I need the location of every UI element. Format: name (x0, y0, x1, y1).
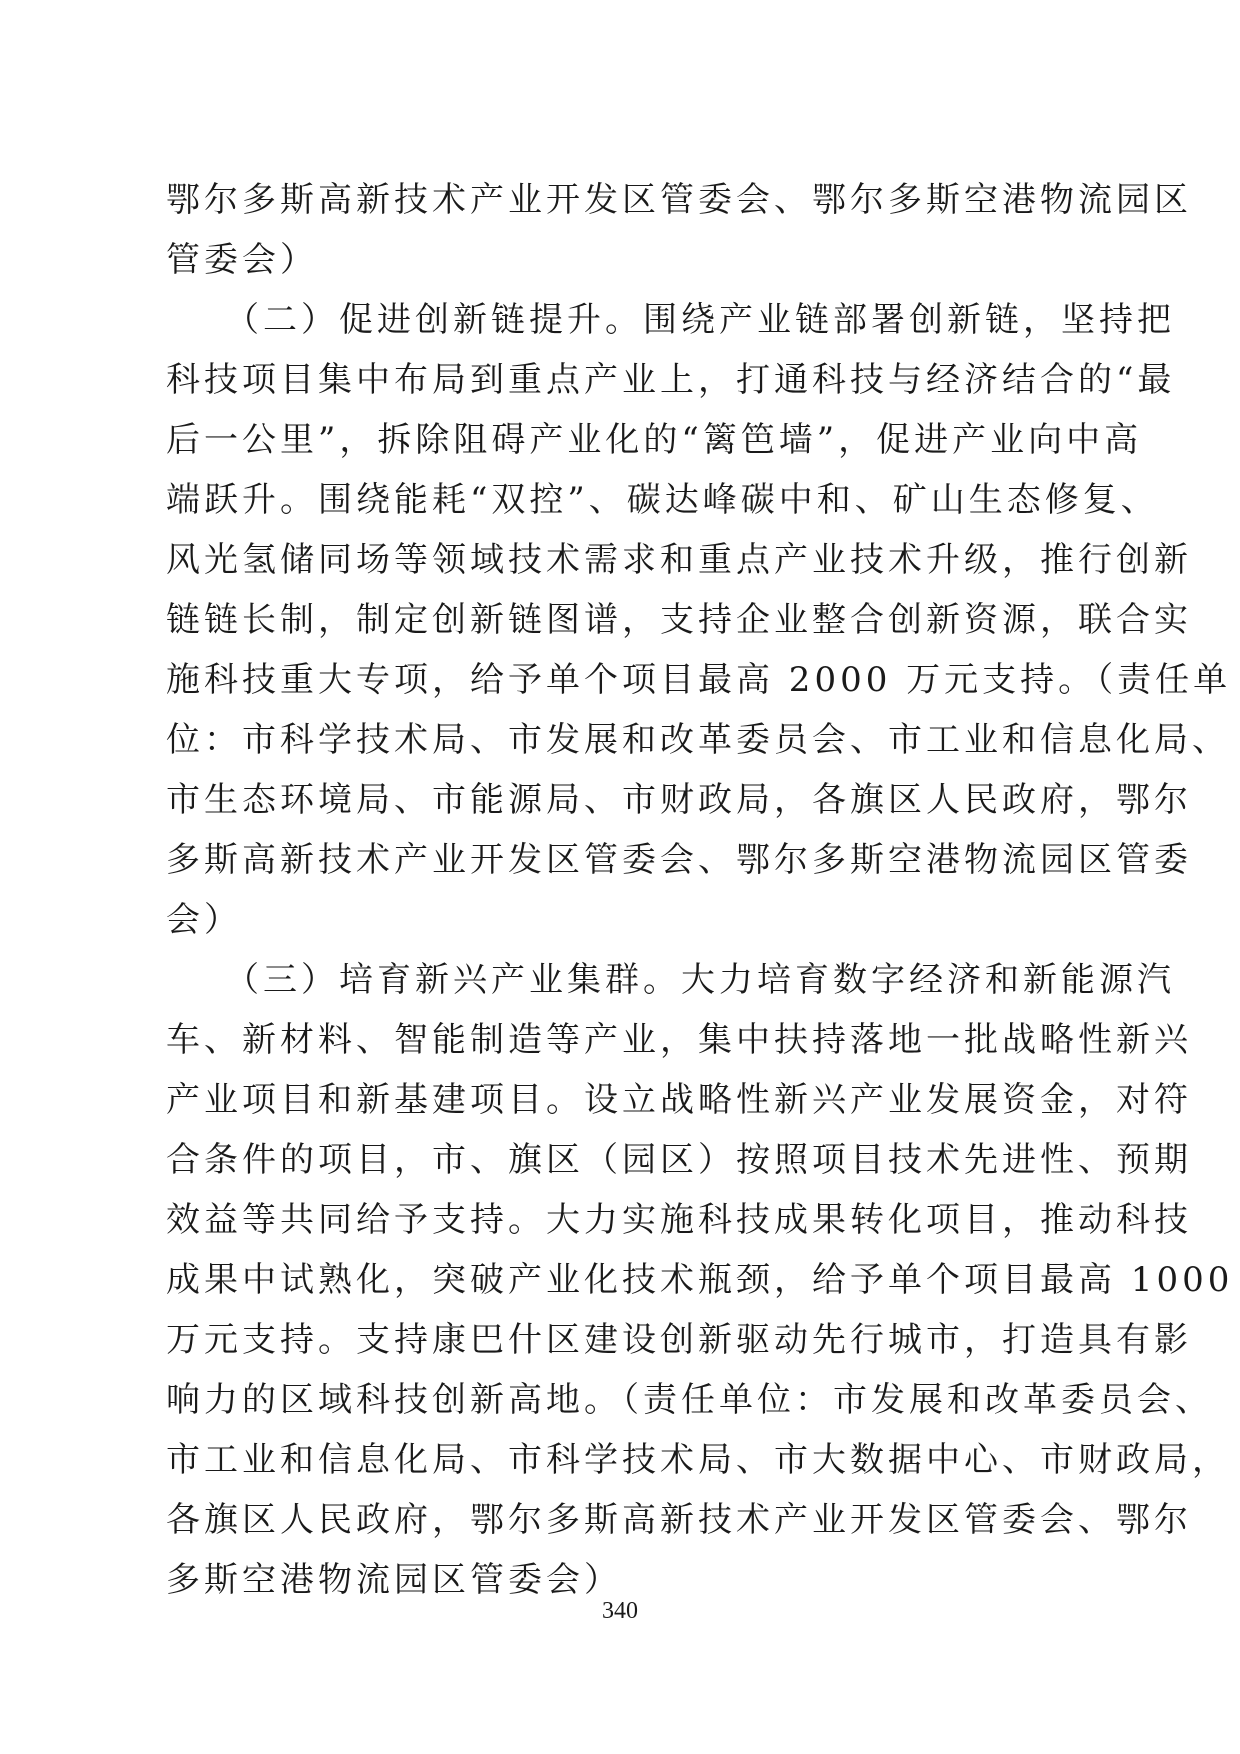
body-text (166, 170, 1234, 1610)
text-line: 后一公里”，拆除阻碍产业化的“篱笆墙”，促进产业向中高 (166, 420, 1143, 460)
text-line: （二）促进创新链提升。围绕产业链部署创新链，坚持把 (166, 300, 1175, 340)
text-line: 位：市科学技术局、市发展和改革委员会、市工业和信息化局、 (166, 720, 1230, 760)
text-line: 管委会） (166, 240, 318, 280)
text-line: 风光氢储同场等领域技术需求和重点产业技术升级，推行创新 (166, 540, 1192, 580)
text-line: 市工业和信息化局、市科学技术局、市大数据中心、市财政局， (166, 1440, 1230, 1480)
text-line: 成果中试熟化，突破产业化技术瓶颈，给予单个项目最高 1000 (166, 1260, 1234, 1300)
text-line: 产业项目和新基建项目。设立战略性新兴产业发展资金，对符 (166, 1080, 1192, 1120)
text-line: 端跃升。围绕能耗“双控”、碳达峰碳中和、矿山生态修复、 (166, 480, 1159, 520)
text-line: 车、新材料、智能制造等产业，集中扶持落地一批战略性新兴 (166, 1020, 1192, 1060)
text-line: 链链长制，制定创新链图谱，支持企业整合创新资源，联合实 (166, 600, 1192, 640)
text-line: 市生态环境局、市能源局、市财政局，各旗区人民政府，鄂尔 (166, 780, 1192, 820)
text-line: 各旗区人民政府，鄂尔多斯高新技术产业开发区管委会、鄂尔 (166, 1500, 1192, 1540)
page-number: 340 (602, 1598, 638, 1624)
text-line: 万元支持。支持康巴什区建设创新驱动先行城市，打造具有影 (166, 1320, 1192, 1360)
text-line: 多斯空港物流园区管委会） (166, 1560, 622, 1600)
text-line: 多斯高新技术产业开发区管委会、鄂尔多斯空港物流园区管委 (166, 840, 1192, 880)
text-line: 效益等共同给予支持。大力实施科技成果转化项目，推动科技 (166, 1200, 1192, 1240)
text-line: 会） (166, 900, 242, 940)
text-line: 鄂尔多斯高新技术产业开发区管委会、鄂尔多斯空港物流园区 (166, 180, 1192, 220)
text-line: 响力的区域科技创新高地。（责任单位：市发展和改革委员会、 (166, 1380, 1213, 1420)
text-line: 科技项目集中布局到重点产业上，打通科技与经济结合的“最 (166, 360, 1176, 400)
text-line: 合条件的项目，市、旗区（园区）按照项目技术先进性、预期 (166, 1140, 1192, 1180)
text-line: （三）培育新兴产业集群。大力培育数字经济和新能源汽 (166, 960, 1175, 1000)
text-line: 施科技重大专项，给予单个项目最高 2000 万元支持。（责任单 (166, 660, 1232, 700)
